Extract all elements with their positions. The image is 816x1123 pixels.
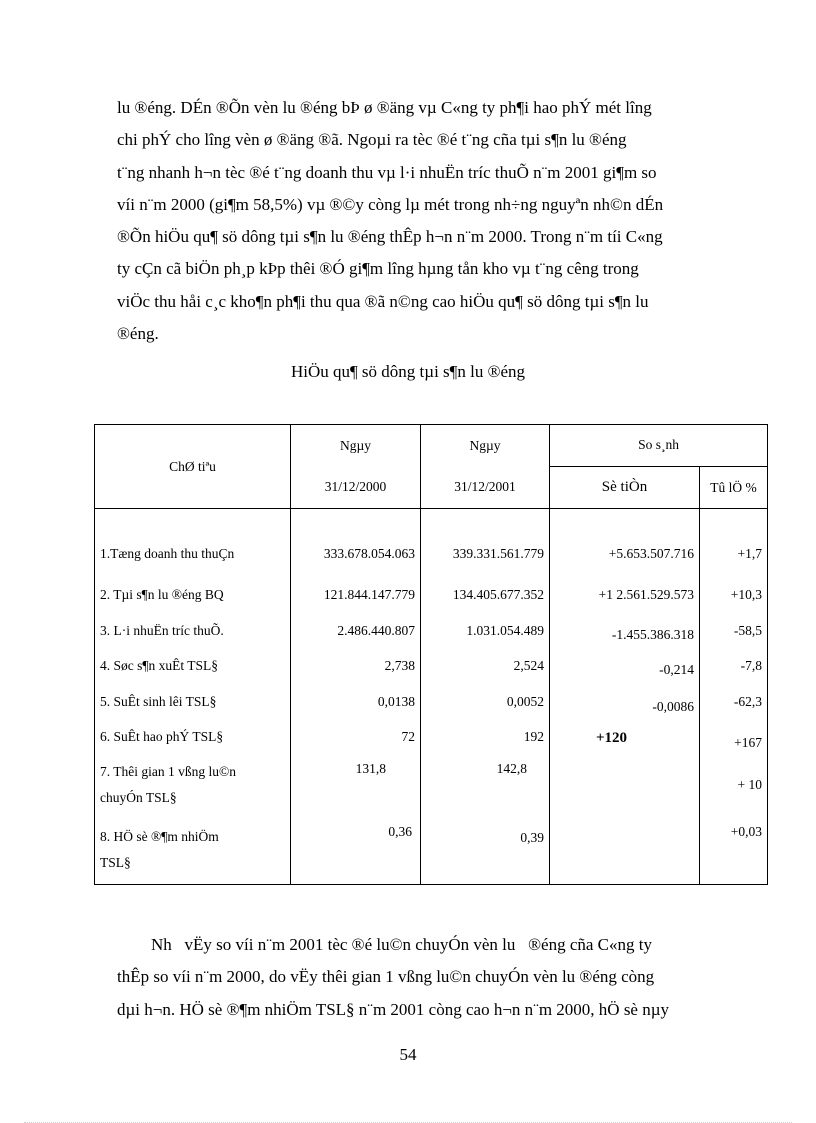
row-percent: +1,7 (700, 509, 768, 576)
paragraph-line: ®éng. (117, 324, 159, 344)
row-label: 1.Tæng doanh thu thuÇn (95, 509, 291, 576)
efficiency-table (94, 424, 768, 885)
row-percent: + 10 (700, 755, 768, 815)
row-label: 2. Tµi s¶n lu ®éng BQ (95, 576, 291, 614)
row-label-line: chuyÓn TSL§ (100, 790, 177, 806)
row-value-2001: 2,524 (421, 649, 550, 684)
row-label-line: 8. HÖ sè ®¶m nhiÖm (100, 828, 219, 844)
paragraph-line: Nh vËy so víi n¨m 2001 tèc ®é lu©n chuyÓn vèn lu ®éng cña C«ng ty (117, 935, 652, 954)
row-label: 5. SuÊt sinh lêi TSL§ (95, 684, 291, 719)
paragraph-line: ®Õn hiÖu qu¶ sö dông tµi s¶n lu ®éng thÊp h¬n n¨m 2000. Trong n¨m tíi C«ng (117, 227, 663, 247)
row-amount (550, 816, 700, 885)
paragraph-line: viÖc thu håi c¸c kho¶n ph¶i thu qua ®ã n©ng cao hiÖu qu¶ sö dông tµi s¶n lu (117, 291, 649, 311)
table-title: HiÖu qu¶ sö dông tµi s¶n lu ®éng (290, 362, 526, 381)
row-value-2000: 2.486.440.807 (291, 613, 421, 648)
row-amount: -0,214 (550, 649, 700, 684)
row-label (95, 816, 291, 885)
paragraph-line: dµi h¬n. HÖ sè ®¶m nhiÖm TSL§ n¨m 2001 còng cao h¬n n¨m 2000, hÖ sè nµy (117, 999, 670, 1019)
row-percent: -62,3 (700, 684, 768, 719)
row-amount: +1 2.561.529.573 (550, 576, 700, 614)
header-compare: So s¸nh (550, 425, 768, 467)
row-value-2001: 0,0052 (421, 684, 550, 719)
header-compare-amount: Sè tiÒn (550, 466, 700, 509)
row-label-line: 7. Thêi gian 1 vßng lu©n (100, 764, 236, 780)
row-label: 3. L·i nhuËn tríc thuÕ. (95, 613, 291, 648)
row-value-2001: 0,39 (421, 816, 550, 885)
row-value-2001: 1.031.054.489 (421, 613, 550, 648)
row-percent: +0,03 (700, 816, 768, 885)
row-value-2000: 0,0138 (291, 684, 421, 719)
row-percent: -7,8 (700, 649, 768, 684)
row-value-2000: 121.844.147.779 (291, 576, 421, 614)
paragraph-line: t¨ng nhanh h¬n tèc ®é t¨ng doanh thu vµ l·i nhuËn tríc thuÕ n¨m 2001 gi¶m so (117, 162, 657, 182)
header-indicator: ChØ tiªu (95, 425, 291, 509)
paragraph-line: thÊp so víi n¨m 2000, do vËy thêi gian 1 vßng lu©n chuyÓn vèn lu ®éng còng (117, 967, 655, 987)
header-date-2-label: Ngµy (421, 425, 550, 467)
row-value-2000: 2,738 (291, 649, 421, 684)
row-label: 6. SuÊt hao phÝ TSL§ (95, 720, 291, 755)
page-number: 54 (399, 1045, 417, 1064)
row-value-2001: 142,8 (421, 755, 550, 815)
paragraph-line: víi n¨m 2000 (gi¶m 58,5%) vµ ®©y còng lµ mét trong nh÷ng nguyªn nh©n dÉn (117, 194, 664, 214)
row-amount (550, 755, 700, 815)
row-percent: +167 (700, 720, 768, 755)
paragraph-line: ty cÇn cã biÖn ph¸p kÞp thêi ®Ó gi¶m lîng hµng tån kho vµ t¨ng cêng trong (117, 259, 639, 279)
row-value-2000: 0,36 (291, 816, 421, 885)
row-value-2001: 339.331.561.779 (421, 509, 550, 576)
paragraph-line: chi phÝ cho lîng vèn ø ®äng ®ã. Ngoµi ra tèc ®é t¨ng cña tµi s¶n lu ®éng (117, 130, 627, 150)
paragraph-line: lu ®éng. DÉn ®Õn vèn lu ®éng bÞ ø ®äng vµ C«ng ty ph¶i hao phÝ mét lîng (117, 98, 652, 117)
row-value-2000: 333.678.054.063 (291, 509, 421, 576)
body-paragraph-2 (117, 929, 743, 1026)
header-date-1-label: Ngµy (291, 425, 421, 467)
row-label (95, 755, 291, 815)
row-percent: -58,5 (700, 613, 768, 648)
row-amount: +120 (550, 720, 700, 755)
row-amount: +5.653.507.716 (550, 509, 700, 576)
row-amount: -0,0086 (550, 684, 700, 719)
body-paragraph-1 (117, 92, 743, 350)
row-value-2000: 72 (291, 720, 421, 755)
row-percent: +10,3 (700, 576, 768, 614)
row-label-line: TSL§ (100, 854, 131, 870)
row-value-2001: 192 (421, 720, 550, 755)
row-value-2000: 131,8 (291, 755, 421, 815)
header-date-2-value: 31/12/2001 (421, 466, 550, 509)
header-date-1-value: 31/12/2000 (291, 466, 421, 509)
row-value-2001: 134.405.677.352 (421, 576, 550, 614)
row-amount: -1.455.386.318 (550, 613, 700, 648)
header-compare-percent: Tû lÖ % (700, 466, 768, 509)
row-label: 4. Søc s¶n xuÊt TSL§ (95, 649, 291, 684)
